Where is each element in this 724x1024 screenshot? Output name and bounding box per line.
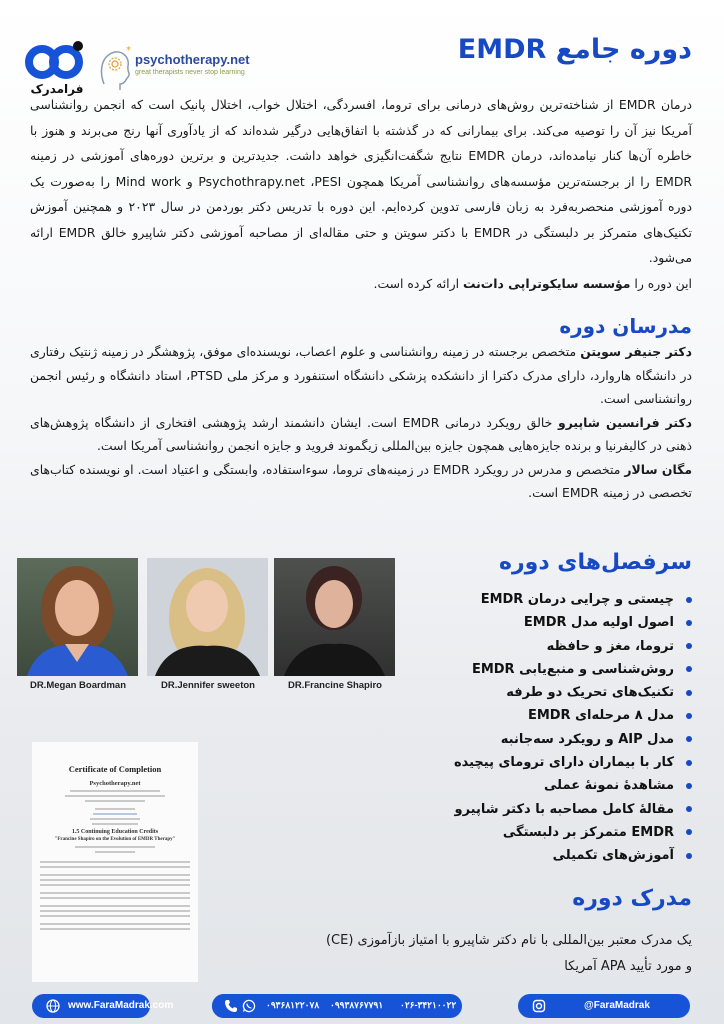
psychotherapy-logo-name: psychotherapy.net bbox=[135, 52, 250, 67]
syllabus-item-label: آموزش‌های تکمیلی bbox=[552, 848, 674, 864]
syllabus-item bbox=[362, 774, 692, 797]
syllabus-item-label: مقالهٔ کامل مصاحبه با دکتر شاپیرو bbox=[454, 801, 674, 817]
bullet-icon bbox=[686, 829, 692, 835]
bullet-icon bbox=[686, 760, 692, 766]
bullet-icon bbox=[686, 620, 692, 626]
certificate-text-line bbox=[92, 823, 138, 825]
teacher-name: دکتر فرانسین شاپیرو bbox=[558, 414, 693, 430]
syllabus-item bbox=[362, 798, 692, 821]
teacher-item bbox=[30, 458, 692, 505]
syllabus-item bbox=[362, 751, 692, 774]
psychotherapy-logo-tagline: great therapists never stop learning bbox=[135, 69, 245, 76]
teachers-heading: مدرسان دوره bbox=[559, 314, 692, 338]
photo-caption: DR.Jennifer sweeton bbox=[161, 680, 255, 691]
teacher-bio: متخصص برجسته در زمینه روانشناسی و علوم اعصاب، نویسنده‌ای موفق، پژوهشگر در زمینه ژنتیک رفتاری در دانشگاه هاروارد، دارای مدرک دکترا از دانشکده پزشکی دانشگاه استنفورد و مرکز ملی PTSD، استاد دانشگاه و رئیس انجمن روانشناسی است. bbox=[30, 344, 692, 406]
syllabus-item bbox=[362, 844, 692, 867]
syllabus-item-label: تکنیک‌های تحریک دو طرفه bbox=[506, 685, 674, 701]
certificate-text-line bbox=[40, 915, 190, 917]
header bbox=[0, 20, 724, 96]
website-link[interactable] bbox=[32, 994, 174, 1018]
syllabus-item bbox=[362, 658, 692, 681]
certificate-text-line bbox=[40, 897, 190, 899]
phone-number[interactable]: ۰۹۹۳۸۷۶۷۷۹۱ bbox=[330, 1000, 384, 1010]
intro-institute: مؤسسه سایکوتراپی دات‌نت bbox=[462, 275, 631, 291]
photo-caption: DR.Francine Shapiro bbox=[288, 680, 382, 691]
bullet-icon bbox=[686, 853, 692, 859]
syllabus-item-label: تروما، مغز و حافظه bbox=[546, 638, 674, 654]
bullet-icon bbox=[686, 713, 692, 719]
certificate-text-line bbox=[90, 818, 140, 820]
teacher-name: دکتر جنیفر سویتن bbox=[580, 344, 692, 359]
instagram-handle: @FaraMadrak bbox=[584, 1000, 650, 1011]
certificate-text-line bbox=[93, 813, 137, 815]
svg-text:*: * bbox=[126, 45, 131, 56]
certificate-text-line bbox=[85, 800, 145, 802]
certificate-text-line bbox=[40, 910, 190, 912]
phone-number[interactable]: ۰۹۳۶۸۱۲۲۰۷۸ bbox=[266, 1000, 320, 1010]
whatsapp-icon bbox=[242, 999, 256, 1013]
certificate-text-line bbox=[65, 795, 165, 797]
certificate-text-line bbox=[40, 866, 190, 868]
syllabus-item-label: کار با بیماران دارای ترومای پیچیده bbox=[453, 755, 674, 771]
faramadrak-logo-text: فرامدرک bbox=[30, 82, 84, 96]
certificate-text-line bbox=[40, 923, 190, 925]
certificate-text-line bbox=[40, 861, 190, 863]
certificate-image bbox=[32, 742, 198, 982]
faramadrak-logo bbox=[22, 40, 92, 98]
phone-icon bbox=[224, 999, 238, 1013]
syllabus-item bbox=[362, 635, 692, 658]
syllabus-item-label: مدل ۸ مرحله‌ای EMDR bbox=[527, 708, 674, 724]
instagram-link[interactable] bbox=[518, 994, 690, 1018]
intro-text-3: ارائه کرده است. bbox=[373, 275, 463, 291]
certificate-text-line bbox=[40, 928, 190, 930]
syllabus-item bbox=[362, 728, 692, 751]
psychotherapy-logo bbox=[98, 44, 248, 92]
certificate-title: Certificate of Completion bbox=[68, 764, 162, 774]
certificate-line-1: یک مدرک معتبر بین‌المللی با نام دکتر شاپیرو با امتیاز بازآموزی (CE) bbox=[325, 933, 692, 948]
teacher-photos bbox=[16, 556, 396, 696]
phone-number[interactable]: ۰۲۶-۳۴۲۱۰۰۲۲ bbox=[400, 1000, 457, 1010]
bullet-icon bbox=[686, 736, 692, 742]
certificate-course: "Francine Shapiro on the Evolution of EMDR Therapy" bbox=[54, 837, 176, 842]
teacher-bio: خالق رویکرد درمانی EMDR است. ایشان دانشمند ارشد پژوهشی افتخاری از دانشگاه پژوهش‌های ذهنی در کالیفرنیا و برنده جایزه‌هایی همچون جایزه بین‌المللی زیگموند فروید و جایزه انجمن روانشناسی آمریکا است. bbox=[30, 414, 692, 453]
instagram-icon bbox=[532, 999, 546, 1013]
certificate-description bbox=[232, 928, 692, 980]
certificate-issuer: Psychotherapy.net bbox=[89, 780, 141, 787]
syllabus-item-label: مشاهدهٔ نمونهٔ عملی bbox=[544, 778, 674, 794]
certificate-text-line bbox=[40, 879, 190, 881]
certificate-text-line bbox=[95, 808, 135, 810]
syllabus-heading: سرفصل‌های دوره bbox=[499, 550, 692, 575]
certificate-text-line bbox=[40, 874, 190, 876]
bullet-icon bbox=[686, 806, 692, 812]
teachers-list bbox=[30, 340, 692, 505]
intro-text: درمان EMDR از شناخته‌ترین روش‌های درمانی برای تروما، افسردگی، اختلال خواب، اختلال پانیک است که انجمن روانشناسی آمریکا نیز آن را توصیه می‌کند. برای بیمارانی که در گذشته با اتفاق‌هایی درگیر شده‌اند که از یادآوری آنها رنج می‌برند و هنوز با خاطره آن‌ها کنار نیامده‌اند، درمان EMDR نتایج شگفت‌انگیزی خواهد داشت. جدیدترین و برترین دوره‌های آموزشی در زمینه EMDR را از برجسته‌ترین مؤسسه‌های روانشناسی آمریکا همچون Psychothrapy.net ،PESI و Mind work را به‌صورت یک دوره آموزشی منحصربه‌فرد به زبان فارسی تدوین کرده‌ایم. این دوره با تدریس دکتر بوردمن در سال ۲۰۲۳ و همچنین آموزش تکنیک‌های متمرکز بر دلبستگی در EMDR با دکتر سویتن و حتی مقاله‌ای از مصاحبه آموزشی دکتر شاپیرو خالق EMDR ارائه می‌شود. bbox=[30, 97, 692, 265]
teacher-name: مگان سالار bbox=[624, 461, 692, 477]
syllabus-item bbox=[362, 611, 692, 634]
website-text: www.FaraMadrak.com bbox=[68, 1000, 174, 1011]
teacher-item bbox=[30, 411, 692, 458]
phones-pill-extension bbox=[320, 994, 457, 1018]
photo-caption: DR.Megan Boardman bbox=[29, 680, 127, 691]
syllabus-item bbox=[362, 681, 692, 704]
teacher-item bbox=[30, 340, 692, 411]
bullet-icon bbox=[686, 643, 692, 649]
intro-paragraph bbox=[30, 92, 692, 296]
syllabus-list bbox=[362, 588, 692, 868]
certificate-heading: مدرک دوره bbox=[572, 886, 692, 911]
footer bbox=[0, 994, 724, 1020]
certificate-text-line bbox=[75, 846, 155, 848]
certificate-text-line bbox=[95, 851, 135, 853]
syllabus-item-label: اصول اولیه مدل EMDR bbox=[523, 615, 674, 631]
page-title: دوره جامع EMDR bbox=[457, 34, 692, 65]
bullet-icon bbox=[686, 666, 692, 672]
certificate-text-line bbox=[40, 892, 190, 894]
syllabus-item bbox=[362, 821, 692, 844]
syllabus-item-label: EMDR متمرکز بر دلبستگی bbox=[502, 824, 674, 840]
certificate-text-line bbox=[70, 790, 160, 792]
globe-icon bbox=[46, 999, 60, 1013]
bullet-icon bbox=[686, 690, 692, 696]
bullet-icon bbox=[686, 783, 692, 789]
certificate-text-line bbox=[40, 884, 190, 886]
certificate-text-line bbox=[40, 905, 190, 907]
teacher-bio: متخصص و مدرس در رویکرد EMDR در زمینه‌های تروما، سوءاستفاده، وابستگی و اعتیاد است. او نویسنده کتاب‌های تخصصی در زمینه EMDR است. bbox=[30, 461, 692, 500]
syllabus-item-label: مدل AIP و رویکرد سه‌جانبه bbox=[500, 731, 674, 747]
photo-jennifer-sweeton bbox=[147, 558, 268, 676]
bullet-icon bbox=[686, 597, 692, 603]
photo-megan-boardman bbox=[17, 558, 138, 676]
syllabus-item bbox=[362, 704, 692, 727]
syllabus-item bbox=[362, 588, 692, 611]
syllabus-item-label: چیستی و چرایی درمان EMDR bbox=[480, 592, 674, 607]
certificate-credits: 1.5 Continuing Education Credits bbox=[71, 829, 159, 835]
intro-text-2: این دوره را bbox=[630, 275, 692, 291]
syllabus-item-label: روش‌شناسی و منبع‌یابی EMDR bbox=[471, 661, 674, 677]
certificate-line-2: و مورد تأیید APA آمریکا bbox=[564, 959, 692, 974]
